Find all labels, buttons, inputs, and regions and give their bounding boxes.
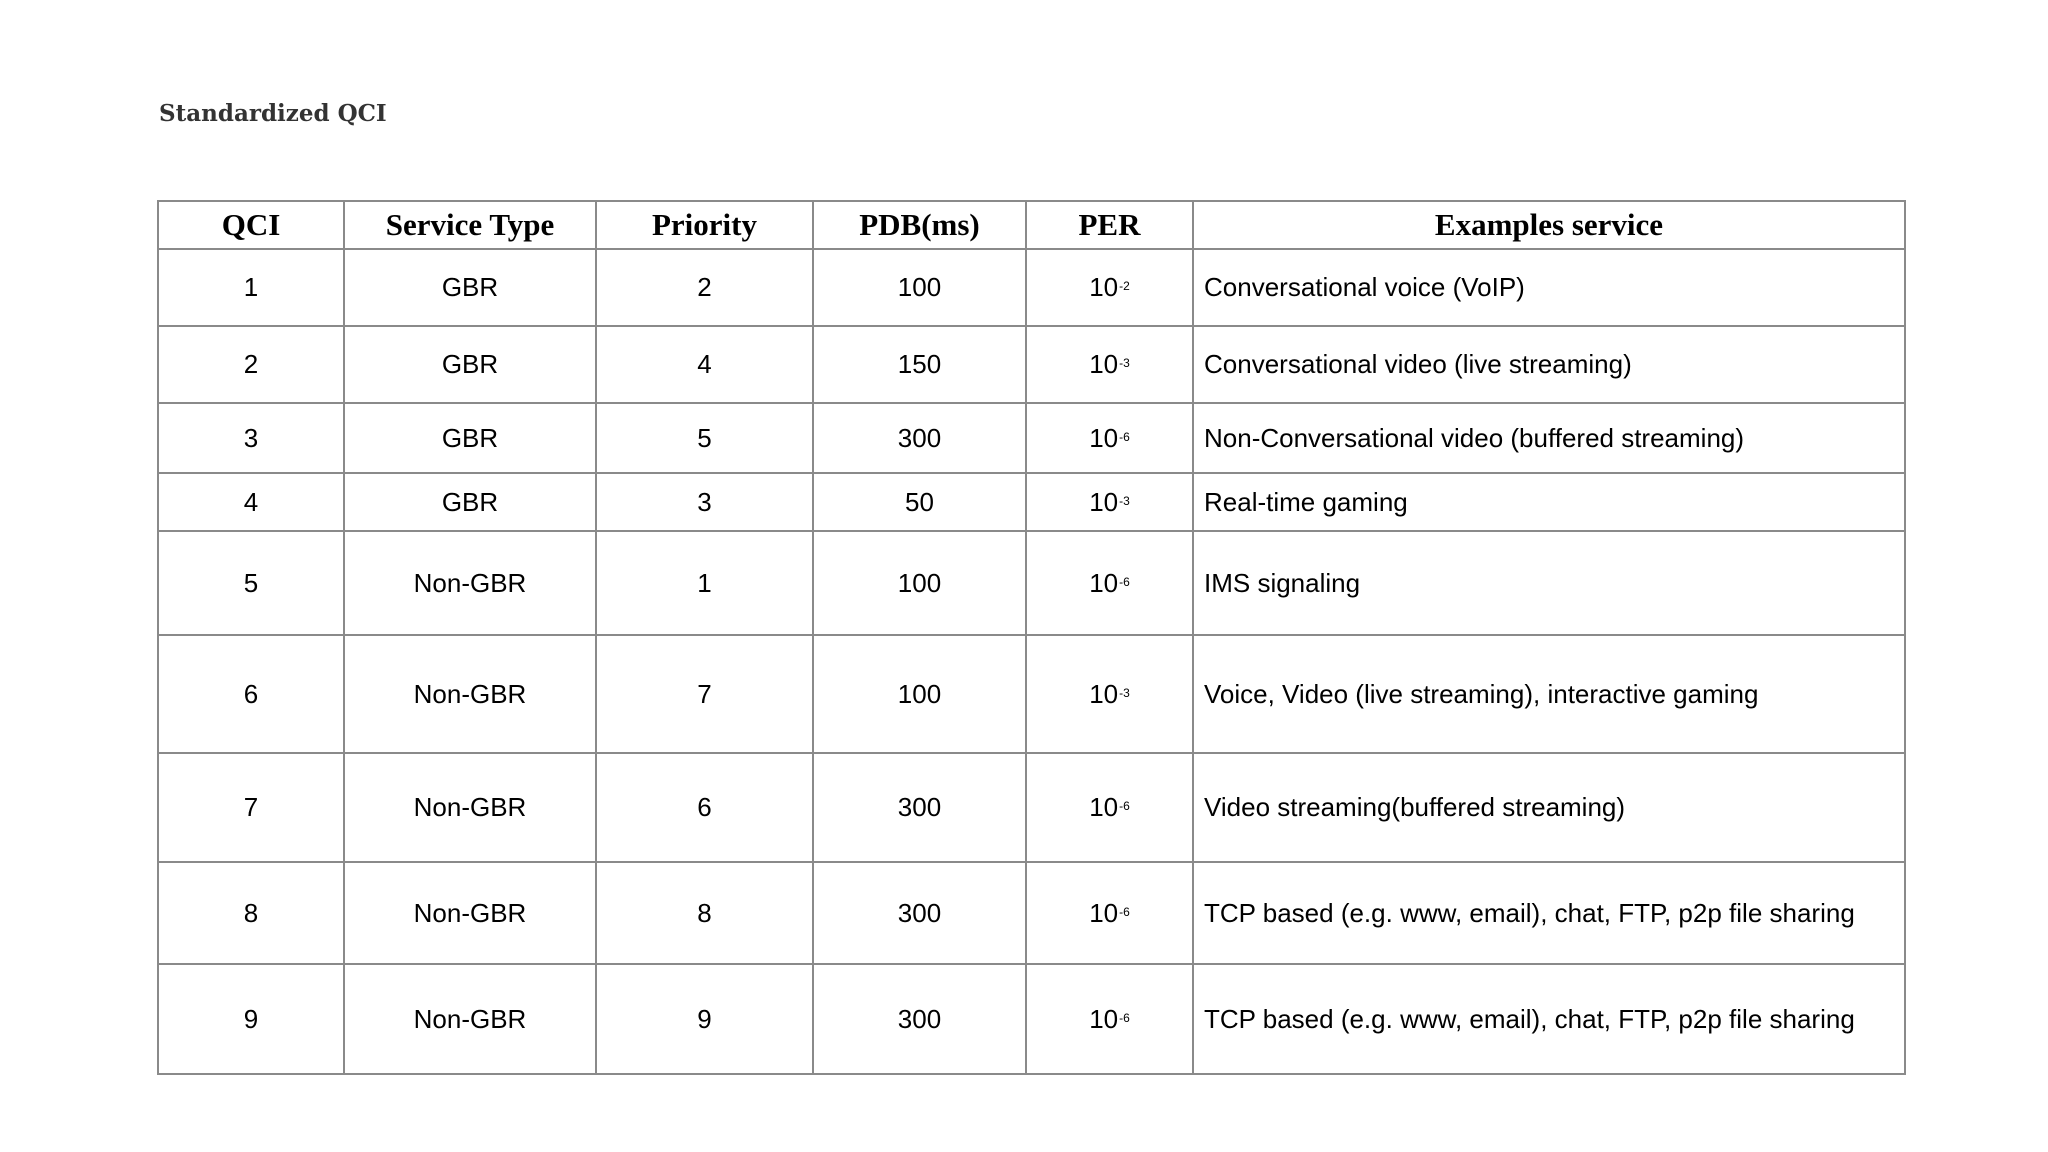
- per-base: 10: [1089, 422, 1119, 453]
- per-exponent: -2: [1119, 279, 1130, 293]
- per-base: 10: [1089, 678, 1119, 709]
- cell-pdb: 300: [813, 403, 1026, 473]
- cell-examples: Real-time gaming: [1193, 473, 1905, 531]
- cell-per: [1026, 473, 1193, 531]
- cell-service-type: Non-GBR: [344, 635, 596, 753]
- per-exponent: -3: [1119, 356, 1130, 370]
- per-exponent: -6: [1119, 574, 1130, 589]
- cell-service-type: Non-GBR: [344, 753, 596, 862]
- cell-priority: 5: [596, 403, 813, 473]
- header-priority: Priority: [596, 201, 813, 249]
- cell-service-type: Non-GBR: [344, 964, 596, 1074]
- cell-examples: Conversational voice (VoIP): [1193, 249, 1905, 326]
- cell-priority: 6: [596, 753, 813, 862]
- per-base: 10: [1089, 349, 1119, 379]
- page-title: Standardized QCI: [159, 100, 387, 127]
- cell-pdb: 300: [813, 753, 1026, 862]
- cell-pdb: 50: [813, 473, 1026, 531]
- cell-pdb: 100: [813, 635, 1026, 753]
- table-row: [158, 326, 1905, 403]
- cell-pdb: 300: [813, 862, 1026, 964]
- cell-service-type: GBR: [344, 473, 596, 531]
- cell-qci: 5: [158, 531, 344, 635]
- cell-priority: 7: [596, 635, 813, 753]
- per-base: 10: [1089, 897, 1119, 928]
- per-exponent: -6: [1119, 799, 1130, 813]
- per-exponent: -6: [1119, 429, 1130, 444]
- cell-qci: 6: [158, 635, 344, 753]
- cell-examples: IMS signaling: [1193, 531, 1905, 635]
- per-exponent: -3: [1119, 685, 1130, 700]
- table-row: [158, 473, 1905, 531]
- table-row: [158, 249, 1905, 326]
- table-row: [158, 964, 1905, 1074]
- cell-service-type: GBR: [344, 249, 596, 326]
- cell-per: [1026, 403, 1193, 473]
- cell-qci: 9: [158, 964, 344, 1074]
- header-per: PER: [1026, 201, 1193, 249]
- per-exponent: -3: [1119, 493, 1130, 508]
- per-base: 10: [1089, 567, 1119, 598]
- cell-priority: 8: [596, 862, 813, 964]
- header-pdb: PDB(ms): [813, 201, 1026, 249]
- per-base: 10: [1089, 486, 1119, 517]
- cell-examples: Conversational video (live streaming): [1193, 326, 1905, 403]
- cell-priority: 1: [596, 531, 813, 635]
- cell-qci: 7: [158, 753, 344, 862]
- cell-per: [1026, 531, 1193, 635]
- table-row: [158, 635, 1905, 753]
- per-base: 10: [1089, 272, 1119, 302]
- cell-priority: 3: [596, 473, 813, 531]
- per-exponent: -6: [1119, 904, 1130, 919]
- per-exponent: -6: [1119, 1010, 1130, 1025]
- table-row: [158, 403, 1905, 473]
- header-service-type: Service Type: [344, 201, 596, 249]
- table-row: [158, 753, 1905, 862]
- per-base: 10: [1089, 792, 1119, 822]
- cell-pdb: 300: [813, 964, 1026, 1074]
- qci-table: [157, 200, 1906, 1075]
- per-base: 10: [1089, 1003, 1119, 1034]
- cell-examples: Non-Conversational video (buffered streaming): [1193, 403, 1905, 473]
- cell-per: [1026, 326, 1193, 403]
- cell-examples: Voice, Video (live streaming), interactive gaming: [1193, 635, 1905, 753]
- header-examples: Examples service: [1193, 201, 1905, 249]
- cell-pdb: 150: [813, 326, 1026, 403]
- table-row: [158, 862, 1905, 964]
- cell-examples: TCP based (e.g. www, email), chat, FTP, p2p file sharing: [1193, 964, 1905, 1074]
- cell-examples: TCP based (e.g. www, email), chat, FTP, p2p file sharing: [1193, 862, 1905, 964]
- cell-priority: 2: [596, 249, 813, 326]
- table-row: [158, 531, 1905, 635]
- cell-qci: 2: [158, 326, 344, 403]
- cell-qci: 4: [158, 473, 344, 531]
- cell-service-type: GBR: [344, 326, 596, 403]
- header-qci: QCI: [158, 201, 344, 249]
- table-header-row: [158, 201, 1905, 249]
- cell-priority: 9: [596, 964, 813, 1074]
- cell-pdb: 100: [813, 531, 1026, 635]
- cell-per: [1026, 753, 1193, 862]
- cell-service-type: Non-GBR: [344, 862, 596, 964]
- cell-qci: 8: [158, 862, 344, 964]
- cell-per: [1026, 964, 1193, 1074]
- cell-priority: 4: [596, 326, 813, 403]
- cell-per: [1026, 249, 1193, 326]
- cell-qci: 3: [158, 403, 344, 473]
- cell-service-type: GBR: [344, 403, 596, 473]
- cell-per: [1026, 862, 1193, 964]
- cell-service-type: Non-GBR: [344, 531, 596, 635]
- cell-per: [1026, 635, 1193, 753]
- cell-qci: 1: [158, 249, 344, 326]
- cell-pdb: 100: [813, 249, 1026, 326]
- cell-examples: Video streaming(buffered streaming): [1193, 753, 1905, 862]
